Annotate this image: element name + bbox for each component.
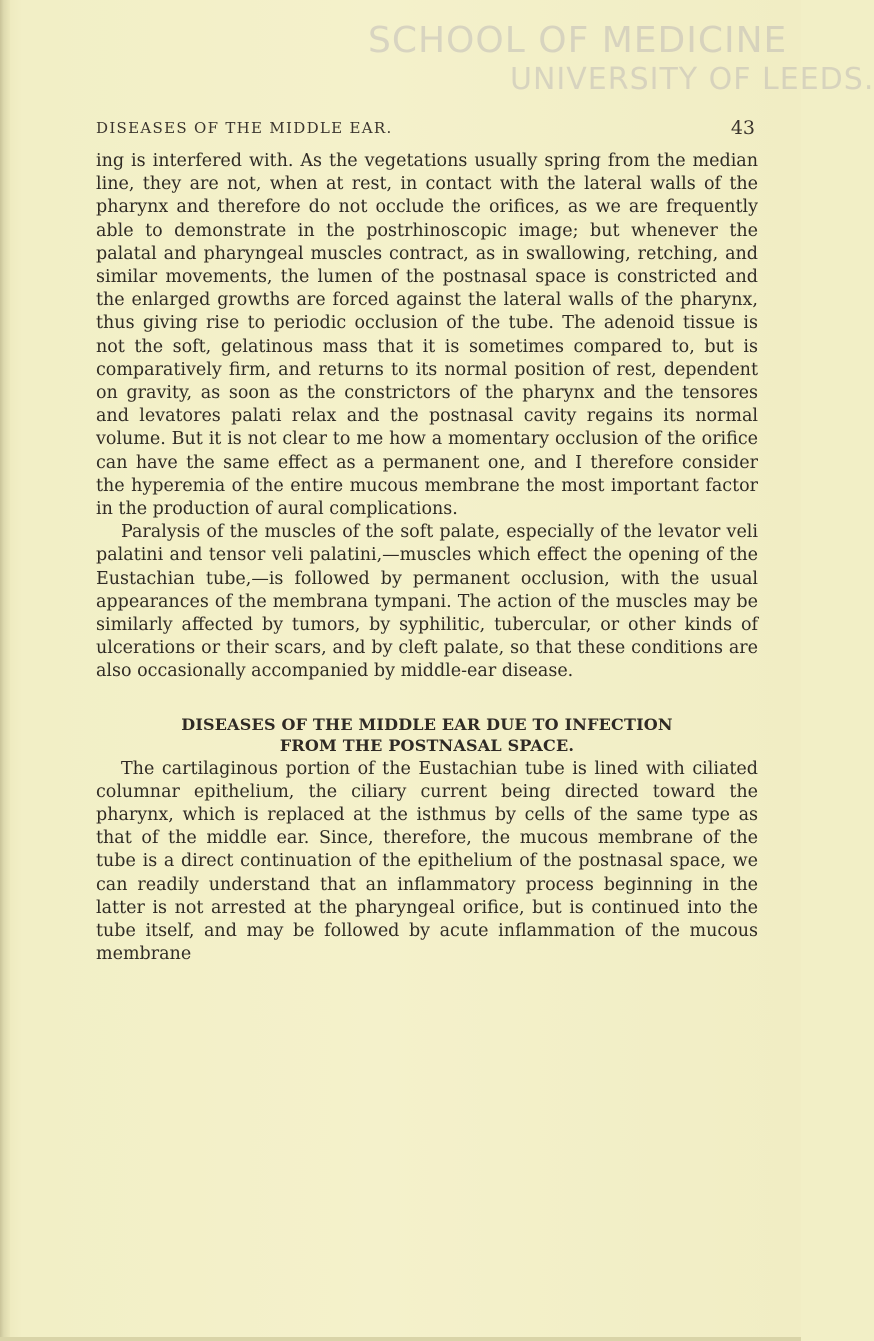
text-column xyxy=(96,150,758,967)
section-heading-line-1: DISEASES OF THE MIDDLE EAR DUE TO INFECTION xyxy=(181,714,673,734)
page-number: 43 xyxy=(730,117,755,139)
stamp-line-university: UNIVERSITY OF LEEDS. xyxy=(510,62,874,97)
stamp-line-school: SCHOOL OF MEDICINE xyxy=(368,20,788,61)
page-binding-edge xyxy=(0,0,10,1341)
page-bottom-edge xyxy=(0,1337,801,1341)
section-heading-line-2: FROM THE POSTNASAL SPACE. xyxy=(279,735,575,755)
paragraph-cartilaginous: The cartilaginous portion of the Eustachian tube is lined with ciliated columnar epithelium, the ciliary current being directed toward the pharynx, which is replaced at the isthmus by cells of the same type as that of the middle ear. Since, therefore, the mucous membrane of the tube is a direct continuation of the epithelium of the postnasal space, we can readily understand that an inflammatory process beginning in the latter is not arrested at the pharyngeal orifice, but is continued into the tube itself, and may be followed by acute inflammation of the mucous membrane xyxy=(96,758,758,965)
running-head xyxy=(96,117,758,145)
library-stamp xyxy=(340,20,874,104)
section-heading xyxy=(96,714,758,756)
paragraph-vegetations: ing is interfered with. As the vegetations usually spring from the median line, they are not, when at rest, in contact with the lateral walls of the pharynx and therefore do not occlude the orifices, as we are frequently able to demonstrate in the postrhinoscopic image; but whenever the palatal and pharyngeal muscles contract, as in swallowing, retching, and similar movements, the lumen of the postnasal space is constricted and the enlarged growths are forced against the lateral walls of the pharynx, thus giving rise to periodic occlusion of the tube. The adenoid tissue is not the soft, gelatinous mass that it is sometimes compared to, but is comparatively firm, and returns to its normal position of rest, dependent on gravity, as soon as the constrictors of the pharynx and the tensores and levatores palati relax and the postnasal cavity regains its normal volume. But it is not clear to me how a momentary occlusion of the orifice can have the same effect as a permanent one, and I therefore consider the hyperemia of the entire mucous membrane the most important factor in the production of aural complications. xyxy=(96,151,758,520)
paragraph-paralysis: Paralysis of the muscles of the soft palate, especially of the levator veli palatini and tensor veli palatini,—muscles which effect the opening of the Eustachian tube,—is followed by permanent occlusion, with the usual appearances of the membrana tympani. The action of the muscles may be similarly affected by tumors, by syphilitic, tubercular, or other kinds of ulcerations or their scars, and by cleft palate, so that these conditions are also occasionally accompanied by middle-ear disease. xyxy=(96,522,758,682)
running-head-title: DISEASES OF THE MIDDLE EAR. xyxy=(96,119,393,137)
